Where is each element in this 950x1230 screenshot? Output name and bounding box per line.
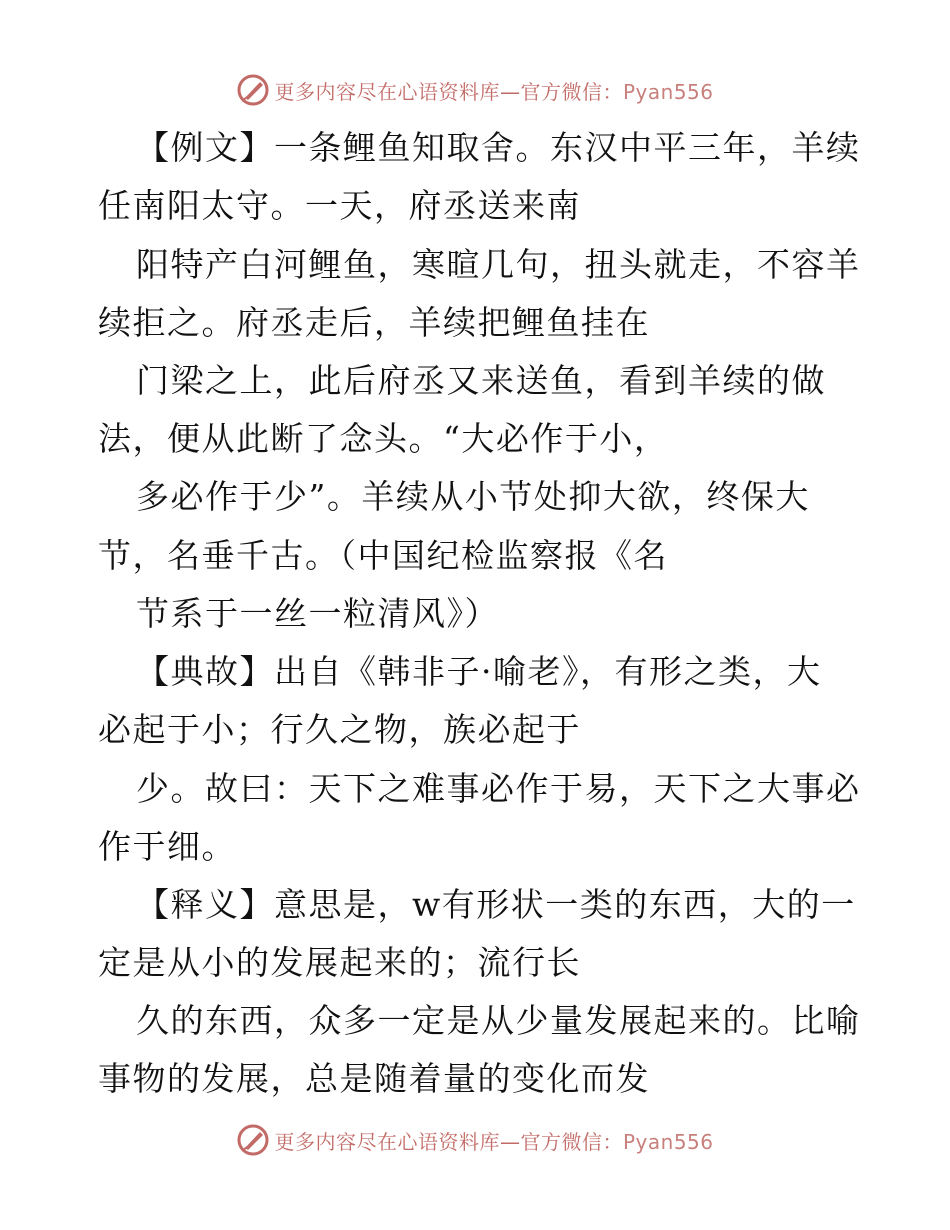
text-line-15: 定是从小的发展起来的；流行长 [98,943,581,982]
text-line-6: 法，便从此断了念头。“大必作于小， [98,419,669,458]
watermark-wechat-id: Pyan556 [622,79,714,104]
text-line-8: 节，名垂千古。（中国纪检监察报《名 [98,536,668,575]
watermark-wechat-id: Pyan556 [622,1129,714,1154]
text-line-1: 【例文】一条鲤鱼知取舍。东汉中平三年，羊续 [136,128,861,167]
watermark-text: 更多内容尽在心语资料库—官方微信：Pyan556 [274,1129,714,1154]
text-line-10: 【典故】出自《韩非子·喻老》，有形之类，大 [136,652,822,691]
text-line-12: 少。故曰：天下之难事必作于易，天下之大事必 [136,769,861,808]
watermark-text: 更多内容尽在心语资料库—官方微信：Pyan556 [274,79,714,104]
text-line-14: 【释义】意思是，w有形状一类的东西，大的一 [136,885,856,924]
text-line-9: 节系于一丝一粒清风》） [136,594,499,633]
text-line-3: 阳特产白河鲤鱼，寒暄几句，扭头就走，不容羊 [136,245,861,284]
footer-watermark [0,1122,950,1158]
text-line-17: 事物的发展，总是随着量的变化而发 [98,1059,650,1098]
text-line-2: 任南阳太守。一天，府丞送来南 [98,186,581,225]
text-line-7: 多必作于少”。羊续从小节处抑大欲，终保大 [136,477,810,516]
text-line-4: 续拒之。府丞走后，羊续把鲤鱼挂在 [98,303,650,342]
quill-logo-icon [236,1123,270,1157]
text-line-16: 久的东西，众多一定是从少量发展起来的。比喻 [136,1001,861,1040]
text-line-13: 作于细。 [98,827,236,866]
text-line-11: 必起于小；行久之物，族必起于 [98,710,581,749]
text-line-5: 门梁之上，此后府丞又来送鱼，看到羊续的做 [136,361,826,400]
